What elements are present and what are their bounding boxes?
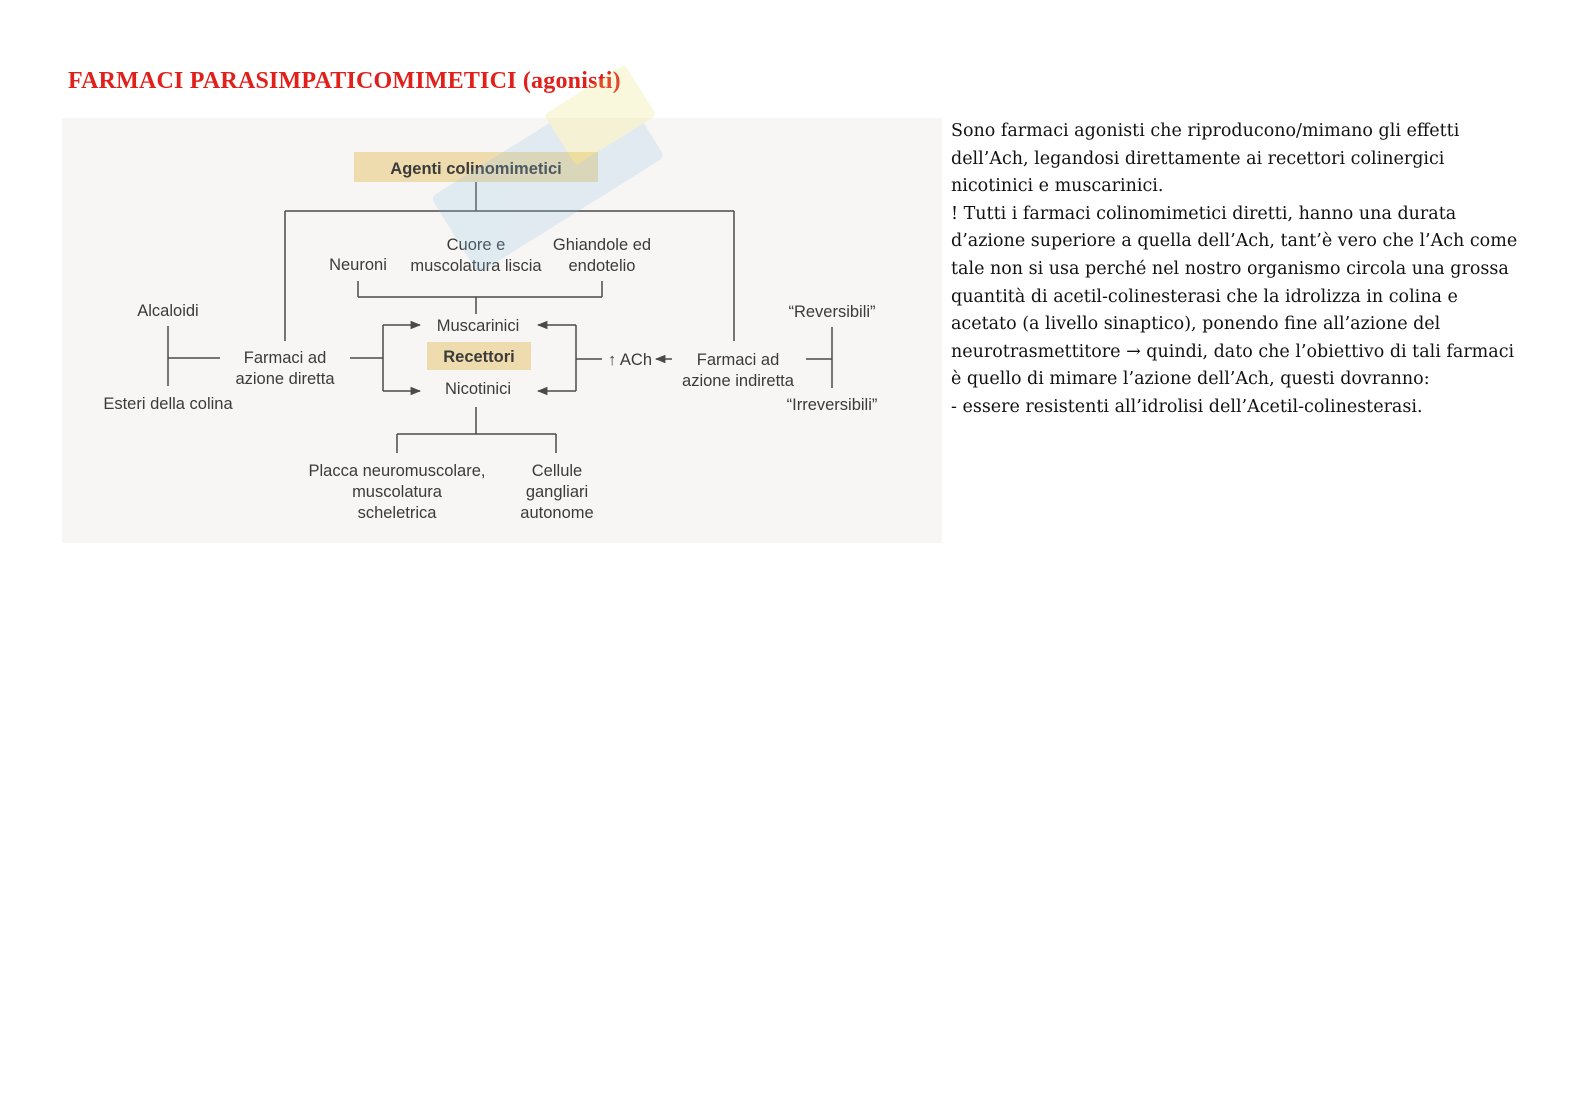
placca-line2: muscolatura <box>352 483 442 501</box>
direct-acting-line2: azione diretta <box>235 370 335 388</box>
paragraph-intro: Sono farmaci agonisti che riproducono/mimano gli effetti dell’Ach, legandosi direttamente ai recettori colinergici nicotinici e muscarinici. <box>951 121 1460 197</box>
paragraph-duration: ! Tutti i farmaci colinomimetici diretti, hanno una durata d’azione superiore a quella dell’Ach, tant’è vero che l’Ach come tale non si usa perché nel nostro organismo circola una grossa quantità di acetil-colinesterasi che la idrolizza in colina e acetato (a livello sinaptico), ponendo fine all’azione del neurotrasmettitore → quindi, dato che l’obiettivo di tali farmaci è quello di mimare l’azione dell’Ach, questi dovranno: <box>951 203 1518 390</box>
indirect-acting-line2: azione indiretta <box>682 372 794 390</box>
target-cuore-line2: muscolatura liscia <box>410 257 542 275</box>
body-text <box>951 118 1521 422</box>
target-neuroni: Neuroni <box>329 256 387 274</box>
cellule-line3: autonome <box>520 504 594 522</box>
receptor-nicotinici: Nicotinici <box>444 380 512 398</box>
paragraph-requirement: - essere resistenti all’idrolisi dell’Acetil-colinesterasi. <box>951 396 1423 417</box>
indirect-acting-line1: Farmaci ad <box>696 351 780 369</box>
receptor-recettori: Recettori <box>443 348 515 366</box>
alcaloidi-label: Alcaloidi <box>137 302 199 320</box>
target-ghiandole-line1: Ghiandole ed <box>552 236 652 254</box>
target-cuore-line1: Cuore e <box>446 236 506 254</box>
cholinomimetic-diagram <box>62 118 942 543</box>
cellule-line2: gangliari <box>525 483 589 501</box>
ach-increase-label: ↑ ACh <box>607 351 653 369</box>
cellule-line1: Cellule <box>531 462 583 480</box>
esteri-label: Esteri della colina <box>103 395 233 413</box>
irreversibili-label: “Irreversibili” <box>786 396 878 414</box>
up-arrow-icon: ↑ <box>607 351 617 369</box>
diagram-svg <box>62 118 942 543</box>
receptor-muscarinici: Muscarinici <box>436 317 520 335</box>
root-label: Agenti colinomimetici <box>390 160 562 178</box>
page-title: FARMACI PARASIMPATICOMIMETICI (agonisti) <box>68 68 621 94</box>
target-ghiandole-line2: endotelio <box>568 257 636 275</box>
placca-line1: Placca neuromuscolare, <box>308 462 486 480</box>
placca-line3: scheletrica <box>357 504 437 522</box>
reversibili-label: “Reversibili” <box>788 303 876 321</box>
direct-acting-line1: Farmaci ad <box>243 349 327 367</box>
